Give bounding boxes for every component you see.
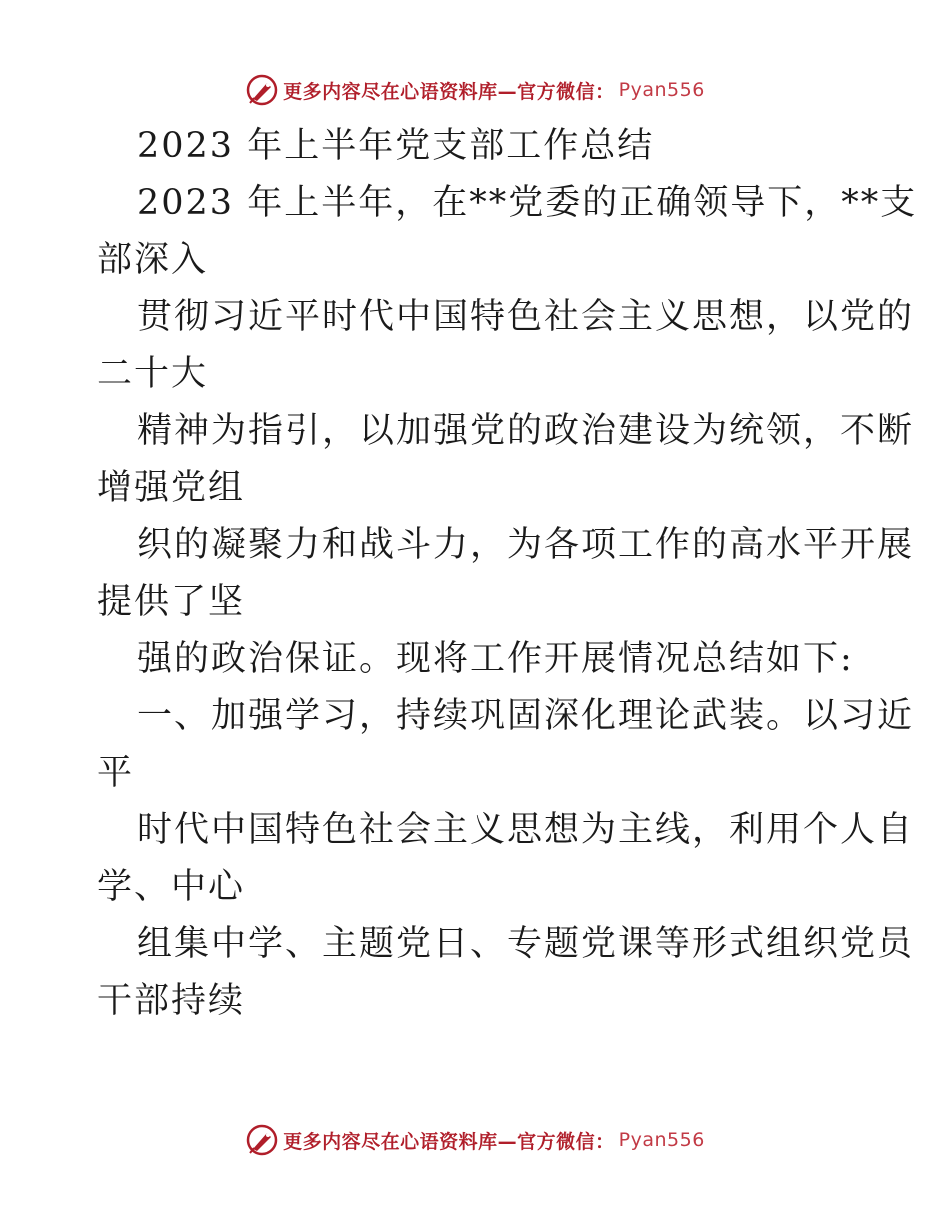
paragraph-line: 二十大 — [97, 354, 209, 394]
paragraph-line: 精神为指引，以加强党的政治建设为统领，不断 — [137, 411, 915, 451]
paragraph-line: 2023 年上半年，在**党委的正确领导下，**支 — [137, 183, 918, 223]
paragraph-line: 平 — [97, 753, 135, 793]
paragraph-line: 提供了坚 — [97, 582, 246, 622]
header-banner-text: 更多内容尽在心语资料库—官方微信： — [283, 80, 615, 103]
paragraph-line: 织的凝聚力和战斗力，为各项工作的高水平开展 — [137, 525, 915, 565]
header-banner — [0, 70, 950, 110]
paragraph-line: 组集中学、主题党日、专题党课等形式组织党员 — [137, 924, 915, 964]
document-body — [97, 118, 918, 1030]
footer-banner-text: 更多内容尽在心语资料库—官方微信： — [283, 1130, 615, 1153]
pen-nib-logo-icon — [245, 73, 279, 107]
pen-nib-logo-icon — [245, 1123, 279, 1157]
header-banner-inner — [245, 73, 705, 107]
paragraph-line: 强的政治保证。现将工作开展情况总结如下: — [137, 639, 854, 679]
section-heading-line: 一、加强学习，持续巩固深化理论武装。以习近 — [137, 696, 915, 736]
paragraph-line: 贯彻习近平时代中国特色社会主义思想，以党的 — [137, 297, 915, 337]
paragraph-line: 时代中国特色社会主义思想为主线，利用个人自 — [137, 810, 915, 850]
paragraph-line: 学、中心 — [97, 867, 246, 907]
footer-banner-inner — [245, 1123, 705, 1157]
footer-banner-contact: Pyan556 — [618, 1129, 705, 1151]
document-title: 2023 年上半年党支部工作总结 — [137, 126, 655, 166]
paragraph-line: 增强党组 — [97, 468, 246, 508]
footer-banner — [0, 1120, 950, 1160]
paragraph-line: 部深入 — [97, 240, 209, 280]
paragraph-line: 干部持续 — [97, 981, 246, 1021]
header-banner-contact: Pyan556 — [618, 79, 705, 101]
